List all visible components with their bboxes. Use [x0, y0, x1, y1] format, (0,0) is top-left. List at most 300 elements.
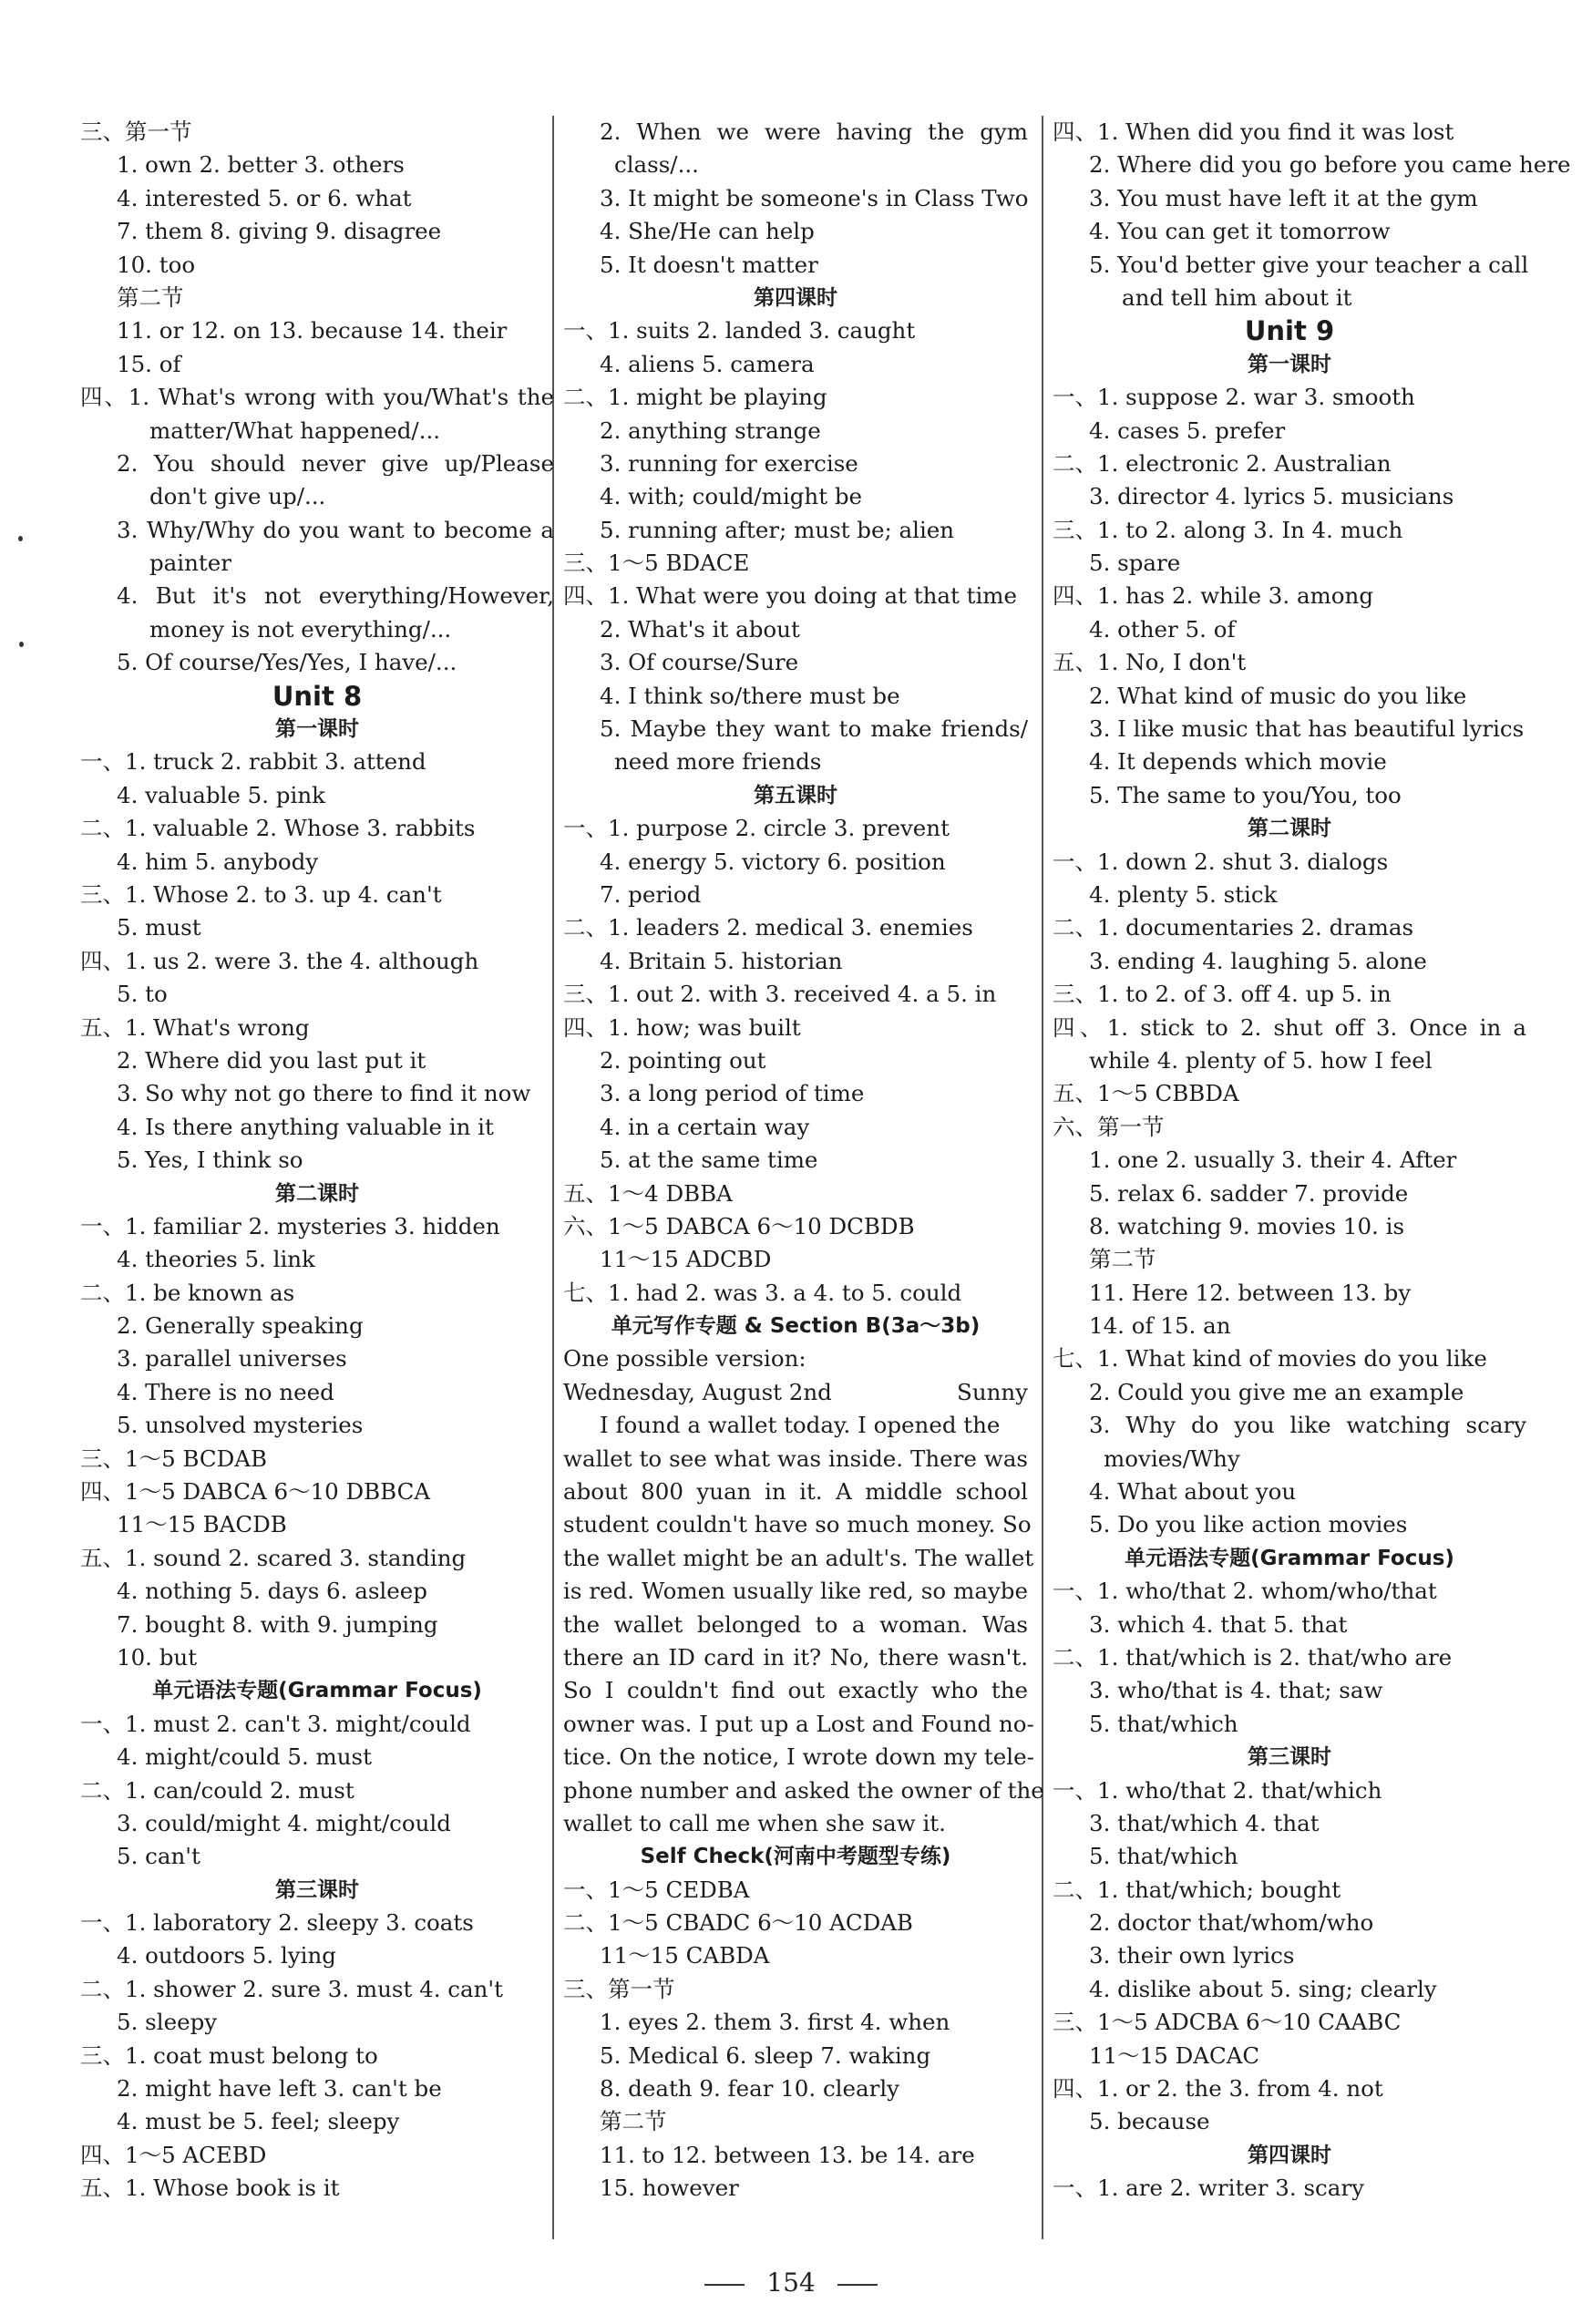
answer-text: 三、1. out 2. with 3. received 4. a 5. in	[563, 981, 997, 1008]
answer-text: 四、1. What's wrong with you/What's the	[80, 384, 554, 411]
answer-line	[80, 1542, 554, 1575]
answer-line	[1053, 1973, 1526, 2006]
answer-line	[80, 1443, 554, 1476]
answer-text: 4. energy 5. victory 6. position	[600, 848, 946, 875]
answer-line	[1053, 646, 1526, 679]
answer-line	[80, 1342, 554, 1375]
answer-text: 2. What kind of music do you like	[1089, 682, 1467, 709]
answer-text: 一、1. truck 2. rabbit 3. attend	[80, 748, 426, 776]
answer-line	[1053, 1409, 1526, 1442]
answer-text: student couldn't have so much money. So	[563, 1511, 1032, 1538]
answer-text: 3. could/might 4. might/could	[117, 1809, 451, 1836]
answer-line	[563, 613, 1028, 646]
answer-line	[563, 1243, 1028, 1276]
answer-line	[563, 116, 1028, 149]
section-heading	[563, 779, 1028, 812]
answer-line	[1053, 580, 1526, 612]
answer-text: 五、1. No, I don't	[1053, 649, 1247, 676]
answer-text: 4. other 5. of	[1089, 615, 1236, 643]
answer-text: wallet to call me when she saw it.	[563, 1809, 946, 1836]
section-heading	[1053, 1542, 1526, 1575]
answer-text: 五、1. Whose book is it	[80, 2175, 340, 2202]
answer-text: 二、1. can/could 2. must	[80, 1776, 354, 1804]
answer-text: 2. pointing out	[600, 1046, 766, 1074]
answer-line	[1053, 1077, 1526, 1110]
answer-line	[563, 1277, 1028, 1310]
answer-line	[563, 1077, 1028, 1110]
answer-text: the wallet might be an adult's. The wallet	[563, 1544, 1034, 1571]
answer-text: 第二课时	[275, 1181, 359, 1206]
answer-text: 5. Yes, I think so	[117, 1147, 303, 1174]
answer-text: 4. nothing 5. days 6. asleep	[117, 1578, 427, 1605]
answer-text: 1. eyes 2. them 3. first 4. when	[600, 2009, 950, 2036]
answer-line	[80, 1409, 554, 1442]
answer-text: 六、第一节	[1053, 1113, 1165, 1140]
answer-line	[80, 812, 554, 845]
section-heading	[563, 1310, 1028, 1342]
answer-text: So I couldn't find out exactly who the	[563, 1677, 1028, 1704]
answer-text: and tell him about it	[1122, 283, 1352, 311]
answer-line	[563, 447, 1028, 480]
answer-line	[80, 1310, 554, 1342]
answer-column-left	[80, 116, 554, 2206]
answer-line	[563, 2040, 1028, 2072]
answer-text: 4. him 5. anybody	[117, 848, 319, 875]
answer-text: 11. to 12. between 13. be 14. are	[600, 2141, 975, 2168]
answer-line	[1053, 547, 1526, 580]
answer-text: 五、1～4 DBBA	[563, 1179, 733, 1207]
answer-line	[563, 1210, 1028, 1243]
answer-line	[80, 846, 554, 879]
section-heading	[563, 282, 1028, 314]
answer-text: 5. that/which	[1089, 1710, 1238, 1737]
answer-text: 5. spare	[1089, 550, 1181, 577]
answer-text: 二、1. documentaries 2. dramas	[1053, 914, 1414, 941]
answer-line	[80, 1476, 554, 1508]
answer-text: 4. But it's not everything/However,	[117, 582, 554, 610]
answer-text: 3. ending 4. laughing 5. alone	[1089, 947, 1427, 974]
answer-line	[563, 1044, 1028, 1077]
answer-text: 第三课时	[1248, 1745, 1331, 1770]
answer-line	[563, 1874, 1028, 1907]
answer-line	[1053, 613, 1526, 646]
answer-text: 4. What about you	[1089, 1478, 1297, 1506]
answer-text: 单元语法专题(Grammar Focus)	[1125, 1546, 1454, 1570]
answer-text: 一、1. who/that 2. whom/who/that	[1053, 1578, 1437, 1605]
section-heading	[1053, 348, 1526, 381]
answer-text: 二、1. might be playing	[563, 384, 827, 411]
section-heading	[80, 1177, 554, 1210]
answer-line	[563, 713, 1028, 746]
answer-text: 六、1～5 DABCA 6～10 DCBDB	[563, 1212, 915, 1239]
section-heading	[80, 1674, 554, 1707]
answer-line	[1053, 1807, 1526, 1840]
answer-line	[1053, 480, 1526, 513]
answer-line	[80, 1741, 554, 1774]
answer-line	[80, 1609, 554, 1641]
answer-line	[80, 1277, 554, 1310]
section-heading	[80, 1874, 554, 1907]
answer-line	[1053, 713, 1526, 746]
answer-text: 三、第一节	[563, 1975, 675, 2002]
answer-line	[1053, 1641, 1526, 1674]
answer-line	[1053, 1774, 1526, 1807]
answer-text: 4. interested 5. or 6. what	[117, 184, 412, 211]
answer-line	[80, 116, 554, 149]
answer-line	[563, 547, 1028, 580]
answer-line	[1053, 215, 1526, 248]
column-divider	[1042, 116, 1043, 2239]
answer-column-middle	[563, 116, 1044, 2206]
answer-text: 4. plenty 5. stick	[1089, 880, 1278, 908]
answer-line	[1053, 1310, 1526, 1342]
answer-line	[80, 1243, 554, 1276]
answer-line	[1053, 1210, 1526, 1243]
answer-line	[1053, 978, 1526, 1011]
answer-text: 2. doctor that/whom/who	[1089, 1909, 1374, 1937]
answer-text: 三、1～5 ADCBA 6～10 CAABC	[1053, 2009, 1402, 2036]
answer-text: phone number and asked the owner of the	[563, 1776, 1044, 1804]
answer-line	[80, 1210, 554, 1243]
answer-line	[563, 746, 1028, 778]
answer-line	[563, 480, 1028, 513]
answer-line	[1053, 1840, 1526, 1873]
answer-text: 11. Here 12. between 13. by	[1089, 1279, 1412, 1306]
answer-line	[80, 1907, 554, 1939]
answer-line	[563, 1907, 1028, 1939]
answer-line	[563, 2105, 1028, 2138]
answer-line	[80, 149, 554, 181]
answer-line	[1053, 1111, 1526, 1144]
answer-text: 四、1～5 ACEBD	[80, 2141, 267, 2168]
answer-text: 3. Why do you like watching scary	[1089, 1412, 1526, 1439]
answer-text: 第二课时	[1248, 817, 1331, 841]
answer-line	[80, 1376, 554, 1409]
answer-line	[80, 1144, 554, 1177]
answer-line	[80, 1840, 554, 1873]
answer-text: is red. Women usually like red, so maybe	[563, 1578, 1028, 1605]
answer-text: 第一课时	[1248, 352, 1331, 376]
answer-line	[563, 215, 1028, 248]
answer-text: 5. to	[117, 981, 168, 1008]
answer-text: Unit 9	[1244, 315, 1335, 347]
answer-line	[80, 381, 554, 414]
answer-text: don't give up/...	[149, 483, 326, 510]
answer-text: 3. who/that is 4. that; saw	[1089, 1677, 1383, 1704]
answer-text: 四、1. us 2. were 3. the 4. although	[80, 947, 479, 974]
answer-text: Unit 8	[272, 680, 363, 712]
answer-line	[563, 978, 1028, 1011]
answer-line	[563, 1476, 1028, 1508]
section-heading	[1053, 812, 1526, 845]
section-heading	[1053, 1741, 1526, 1774]
answer-line	[1053, 2006, 1526, 2039]
answer-line	[1053, 2105, 1526, 2138]
answer-text: 四、1. stick to 2. shut off 3. Once in a	[1053, 1013, 1526, 1041]
answer-text: 4. dislike about 5. sing; clearly	[1089, 1975, 1437, 2002]
answer-text: 三、1. to 2. of 3. off 4. up 5. in	[1053, 981, 1392, 1008]
answer-line	[80, 1939, 554, 1972]
answer-text: tice. On the notice, I wrote down my tele-	[563, 1743, 1034, 1771]
answer-line	[563, 1443, 1028, 1476]
unit-title	[1053, 314, 1526, 347]
answer-text: 5. Do you like action movies	[1089, 1511, 1408, 1538]
answer-line	[563, 2172, 1028, 2205]
answer-line	[1053, 911, 1526, 944]
answer-line	[80, 182, 554, 215]
answer-line	[1053, 1508, 1526, 1541]
answer-line	[1053, 1609, 1526, 1641]
answer-line	[563, 249, 1028, 282]
answer-text: 3. Of course/Sure	[600, 649, 799, 676]
answer-text: 10. too	[117, 251, 196, 278]
answer-line	[563, 1342, 1028, 1375]
answer-text: 4. I think so/there must be	[600, 682, 900, 709]
answer-line	[1053, 282, 1526, 314]
answer-text: 2. When we were having the gym	[600, 118, 1028, 145]
answer-text: 3. You must have left it at the gym	[1089, 184, 1478, 211]
answer-text: 第二节	[1089, 1246, 1156, 1273]
answer-text: 8. watching 9. movies 10. is	[1089, 1212, 1405, 1239]
answer-column-right	[1053, 116, 1571, 2206]
answer-text: 二、1. valuable 2. Whose 3. rabbits	[80, 815, 476, 842]
answer-line	[563, 580, 1028, 612]
answer-text: 3. running for exercise	[600, 449, 858, 477]
answer-line	[80, 1973, 554, 2006]
answer-line	[563, 1973, 1028, 2006]
answer-text: painter	[149, 550, 231, 577]
answer-text: 4. Is there anything valuable in it	[117, 1113, 494, 1140]
answer-text: 7. bought 8. with 9. jumping	[117, 1610, 438, 1638]
answer-line	[80, 580, 554, 612]
answer-line	[563, 1508, 1032, 1541]
answer-text: 第三课时	[275, 1877, 359, 1902]
answer-text: 4. theories 5. link	[117, 1246, 315, 1273]
answer-text: 5. because	[1089, 2108, 1210, 2135]
answer-text: 五、1. What's wrong	[80, 1013, 310, 1041]
answer-line	[80, 415, 554, 447]
answer-text: 2. You should never give up/Please	[117, 449, 554, 477]
answer-line	[563, 1774, 1044, 1807]
answer-text: 二、1. shower 2. sure 3. must 4. can't	[80, 1975, 503, 2002]
answer-line	[1053, 381, 1526, 414]
answer-line	[1053, 680, 1526, 713]
answer-line	[563, 646, 1028, 679]
answer-line	[1053, 779, 1526, 812]
answer-text: 5. at the same time	[600, 1147, 818, 1174]
answer-text: 三、第一节	[80, 118, 192, 145]
answer-line	[80, 2105, 554, 2138]
answer-line	[563, 2006, 1028, 2039]
answer-line	[80, 282, 554, 314]
answer-text: 5. must	[117, 914, 201, 941]
answer-text: 2. Generally speaking	[117, 1312, 364, 1340]
answer-text: 七、1. What kind of movies do you like	[1053, 1345, 1487, 1373]
section-heading	[1053, 2139, 1526, 2172]
answer-text: 4. outdoors 5. lying	[117, 1942, 336, 1969]
answer-text: 4. cases 5. prefer	[1089, 416, 1286, 444]
answer-line	[563, 415, 1028, 447]
answer-line	[80, 1807, 554, 1840]
answer-line	[1053, 1443, 1526, 1476]
answer-text: 2. might have left 3. can't be	[117, 2075, 442, 2103]
answer-text: 5. unsolved mysteries	[117, 1412, 364, 1439]
answer-line	[1053, 1939, 1526, 1972]
answer-text: 二、1. that/which; bought	[1053, 1876, 1341, 1903]
answer-line	[563, 149, 1028, 181]
answer-text: 4. with; could/might be	[600, 483, 863, 510]
answer-line	[1053, 1874, 1526, 1907]
answer-line	[1053, 1674, 1526, 1707]
answer-line	[563, 812, 1028, 845]
answer-text: 5. Maybe they want to make friends/	[600, 715, 1028, 743]
answer-line	[1053, 415, 1526, 447]
answer-text: 4. You can get it tomorrow	[1089, 218, 1391, 245]
answer-text: 一、1. suits 2. landed 3. caught	[563, 317, 916, 344]
answer-line	[80, 2172, 554, 2205]
answer-line	[80, 1111, 554, 1144]
answer-text: 4. in a certain way	[600, 1113, 810, 1140]
answer-text: matter/What happened/...	[149, 416, 441, 444]
answer-line	[563, 2072, 1028, 2105]
answer-line	[1053, 1012, 1526, 1044]
answer-text: class/...	[614, 151, 699, 179]
answer-text: 3. So why not go there to find it now	[117, 1080, 531, 1107]
answer-line	[563, 1177, 1028, 1210]
answer-text: 三、1～5 BDACE	[563, 550, 750, 577]
answer-text: 11～15 DACAC	[1089, 2041, 1260, 2069]
answer-line	[1053, 1277, 1526, 1310]
answer-text: 二、1. electronic 2. Australian	[1053, 449, 1392, 477]
answer-text: 3. Why/Why do you want to become a	[117, 516, 554, 543]
answer-text: 2. Where did you last put it	[117, 1046, 426, 1074]
answer-text: 5. Of course/Yes/Yes, I have/...	[117, 649, 457, 676]
answer-line	[1053, 1476, 1526, 1508]
answer-line	[80, 1575, 554, 1608]
answer-line	[1053, 1376, 1526, 1409]
answer-line	[563, 1609, 1028, 1641]
answer-line	[563, 348, 1028, 381]
answer-line	[80, 779, 554, 812]
answer-line	[563, 1111, 1028, 1144]
answer-text: 5. can't	[117, 1843, 200, 1870]
answer-line	[563, 1012, 1028, 1044]
answer-line	[1053, 182, 1526, 215]
page-footer	[0, 2267, 1582, 2298]
answer-line	[80, 447, 554, 480]
answer-text: 一、1. who/that 2. that/which	[1053, 1776, 1382, 1804]
answer-text: the wallet belonged to a woman. Was	[563, 1610, 1028, 1638]
answer-line	[563, 879, 1028, 911]
answer-text: One possible version:	[563, 1345, 806, 1373]
answer-line	[563, 1708, 1034, 1741]
answer-text: need more friends	[614, 748, 822, 776]
answer-line	[563, 911, 1028, 944]
answer-text: 11～15 BACDB	[117, 1511, 287, 1538]
answer-text: money is not everything/...	[149, 615, 452, 643]
answer-line	[80, 911, 554, 944]
answer-line	[563, 1542, 1034, 1575]
answer-text: 14. of 15. an	[1089, 1312, 1231, 1340]
answer-text: 三、1. to 2. along 3. In 4. much	[1053, 516, 1403, 543]
answer-text: 一、1. down 2. shut 3. dialogs	[1053, 848, 1389, 875]
answer-line	[80, 2040, 554, 2072]
answer-line	[1053, 746, 1526, 778]
answer-text: movies/Why	[1104, 1445, 1240, 1472]
answer-text: 一、1. must 2. can't 3. might/could	[80, 1710, 471, 1737]
answer-text: 5. relax 6. sadder 7. provide	[1089, 1179, 1409, 1207]
answer-line	[563, 514, 1028, 547]
answer-text: 4. She/He can help	[600, 218, 815, 245]
footer-dash	[704, 2284, 745, 2286]
answer-text: 2. What's it about	[600, 615, 800, 643]
answer-text: 四、1. When did you find it was lost	[1053, 118, 1454, 145]
answer-line	[1053, 1342, 1526, 1375]
answer-text: 3. which 4. that 5. that	[1089, 1610, 1348, 1638]
answer-text: 一、1. familiar 2. mysteries 3. hidden	[80, 1212, 500, 1239]
answer-line	[80, 547, 554, 580]
answer-text: 单元语法专题(Grammar Focus)	[152, 1679, 482, 1703]
answer-line	[80, 2072, 554, 2105]
answer-text: I found a wallet today. I opened the	[600, 1412, 1001, 1439]
answer-text: 2. Could you give me an example	[1089, 1378, 1464, 1405]
answer-text: Self Check(河南中考题型专练)	[640, 1845, 951, 1869]
answer-text: 7. them 8. giving 9. disagree	[117, 218, 442, 245]
answer-line	[563, 1674, 1028, 1707]
answer-line	[1053, 447, 1526, 480]
answer-line	[80, 2006, 554, 2039]
answer-text: 5. It doesn't matter	[600, 251, 818, 278]
answer-line	[80, 646, 554, 679]
answer-line	[80, 1012, 554, 1044]
answer-line	[563, 381, 1028, 414]
answer-text: 4. There is no need	[117, 1378, 334, 1405]
answer-line	[563, 1409, 1028, 1442]
answer-text: 4. might/could 5. must	[117, 1743, 372, 1771]
answer-text: 一、1. are 2. writer 3. scary	[1053, 2175, 1364, 2202]
answer-line	[1053, 116, 1526, 149]
answer-text: 一、1. laboratory 2. sleepy 3. coats	[80, 1909, 474, 1937]
answer-text: 1. one 2. usually 3. their 4. After	[1089, 1147, 1457, 1174]
answer-line	[1053, 846, 1526, 879]
answer-text: 3. It might be someone's in Class Two	[600, 184, 1029, 211]
answer-line	[80, 480, 554, 513]
answer-text: 四、1～5 DABCA 6～10 DBBCA	[80, 1478, 431, 1506]
answer-text: 3. parallel universes	[117, 1345, 347, 1373]
answer-text: 11～15 ADCBD	[600, 1246, 772, 1273]
answer-line	[563, 945, 1028, 978]
answer-line	[1053, 1044, 1526, 1077]
answer-line	[80, 1641, 554, 1674]
answer-line	[1053, 514, 1526, 547]
answer-text: there an ID card in it? No, there wasn't.	[563, 1643, 1028, 1671]
answer-text: 5. that/which	[1089, 1843, 1238, 1870]
answer-text: 五、1. sound 2. scared 3. standing	[80, 1544, 467, 1571]
answer-line	[80, 945, 554, 978]
answer-text: 4. must be 5. feel; sleepy	[117, 2108, 400, 2135]
unit-title	[80, 680, 554, 713]
answer-line	[80, 1508, 554, 1541]
answer-line	[1053, 1177, 1526, 1210]
answer-text: 二、1～5 CBADC 6～10 ACDAB	[563, 1909, 913, 1937]
answer-text: 5. sleepy	[117, 2009, 218, 2036]
scan-mark	[18, 536, 23, 541]
answer-line	[563, 680, 1028, 713]
answer-text: 3. their own lyrics	[1089, 1942, 1295, 1969]
answer-text: 五、1～5 CBBDA	[1053, 1080, 1239, 1107]
answer-text: 2. Where did you go before you came here	[1089, 151, 1571, 179]
answer-line	[1053, 879, 1526, 911]
